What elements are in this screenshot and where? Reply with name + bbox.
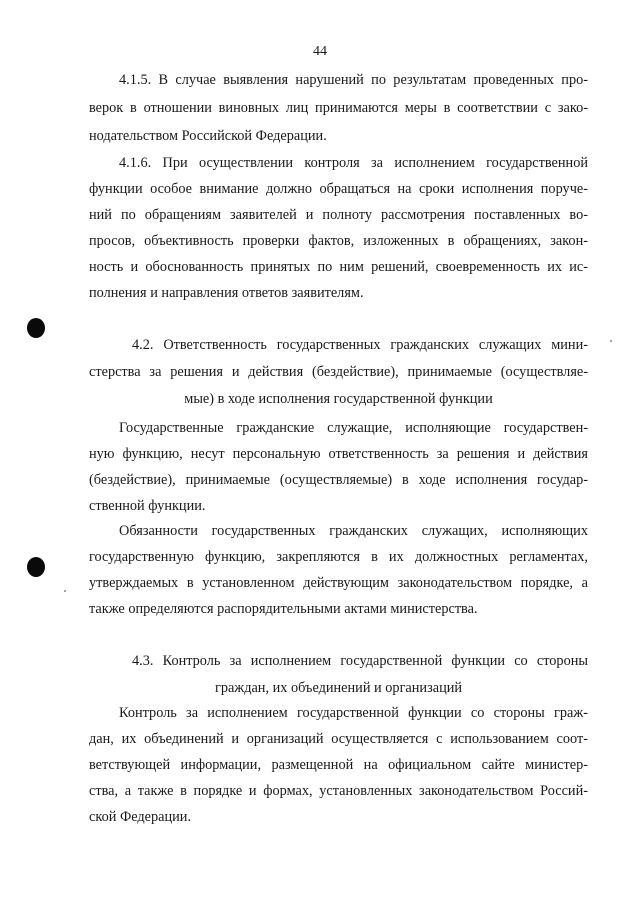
text-line: ства, а также в порядке и формах, установленных законодательством Россий- (89, 783, 588, 799)
heading-line: 4.2. Ответственность государственных гражданских служащих мини- (132, 337, 588, 353)
text-line: ний по обращениям заявителей и полноту рассмотрения поставленных во- (89, 207, 588, 223)
text-line: также определяются распорядительными актами министерства. (89, 601, 478, 617)
text-line: верок в отношении виновных лиц принимаются меры в соответствии с зако- (89, 100, 588, 116)
text-line: государственную функцию, закрепляются в их должностных регламентах, (89, 549, 588, 565)
text-line: ную функцию, несут персональную ответственность за решения и действия (89, 446, 588, 462)
text-line: ветствующей информации, размещенной на официальном сайте министер- (89, 757, 588, 773)
punch-hole-top (27, 318, 45, 338)
heading-line: мые) в ходе исполнения государственной функции (184, 391, 493, 407)
text-line: ность и обоснованность принятых по ним решений, своевременность их ис- (89, 259, 588, 275)
text-line: Контроль за исполнением государственной функции со стороны граж- (119, 705, 588, 721)
text-line: дан, их объединений и организаций осуществляется с использованием соот- (89, 731, 588, 747)
text-line: просов, объективность проверки фактов, изложенных в обращениях, закон- (89, 233, 588, 249)
text-line: 4.1.5. В случае выявления нарушений по результатам проведенных про- (119, 72, 588, 88)
text-line: нодательством Российской Федерации. (89, 128, 327, 144)
text-line: функции особое внимание должно обращаться на сроки исполнения поруче- (89, 181, 588, 197)
text-line: Государственные гражданские служащие, исполняющие государствен- (119, 420, 588, 436)
scan-speck (610, 340, 612, 342)
text-line: 4.1.6. При осуществлении контроля за исполнением государственной (119, 155, 588, 171)
text-line: ственной функции. (89, 498, 206, 514)
page-number: 44 (313, 44, 327, 59)
text-line: Обязанности государственных гражданских служащих, исполняющих (119, 523, 588, 539)
text-line: (бездействие), принимаемые (осуществляемые) в ходе исполнения государ- (89, 472, 588, 488)
text-line: утверждаемых в установленном действующим законодательством порядке, а (89, 575, 588, 591)
text-line: полнения и направления ответов заявителям. (89, 285, 364, 301)
punch-hole-bottom (27, 557, 45, 577)
heading-line: граждан, их объединений и организаций (214, 680, 463, 696)
text-line: ской Федерации. (89, 809, 192, 825)
heading-line: стерства за решения и действия (бездействие), принимаемые (осуществляе- (89, 364, 588, 380)
heading-line: 4.3. Контроль за исполнением государственной функции со стороны (132, 653, 588, 669)
scan-speck (64, 590, 66, 592)
